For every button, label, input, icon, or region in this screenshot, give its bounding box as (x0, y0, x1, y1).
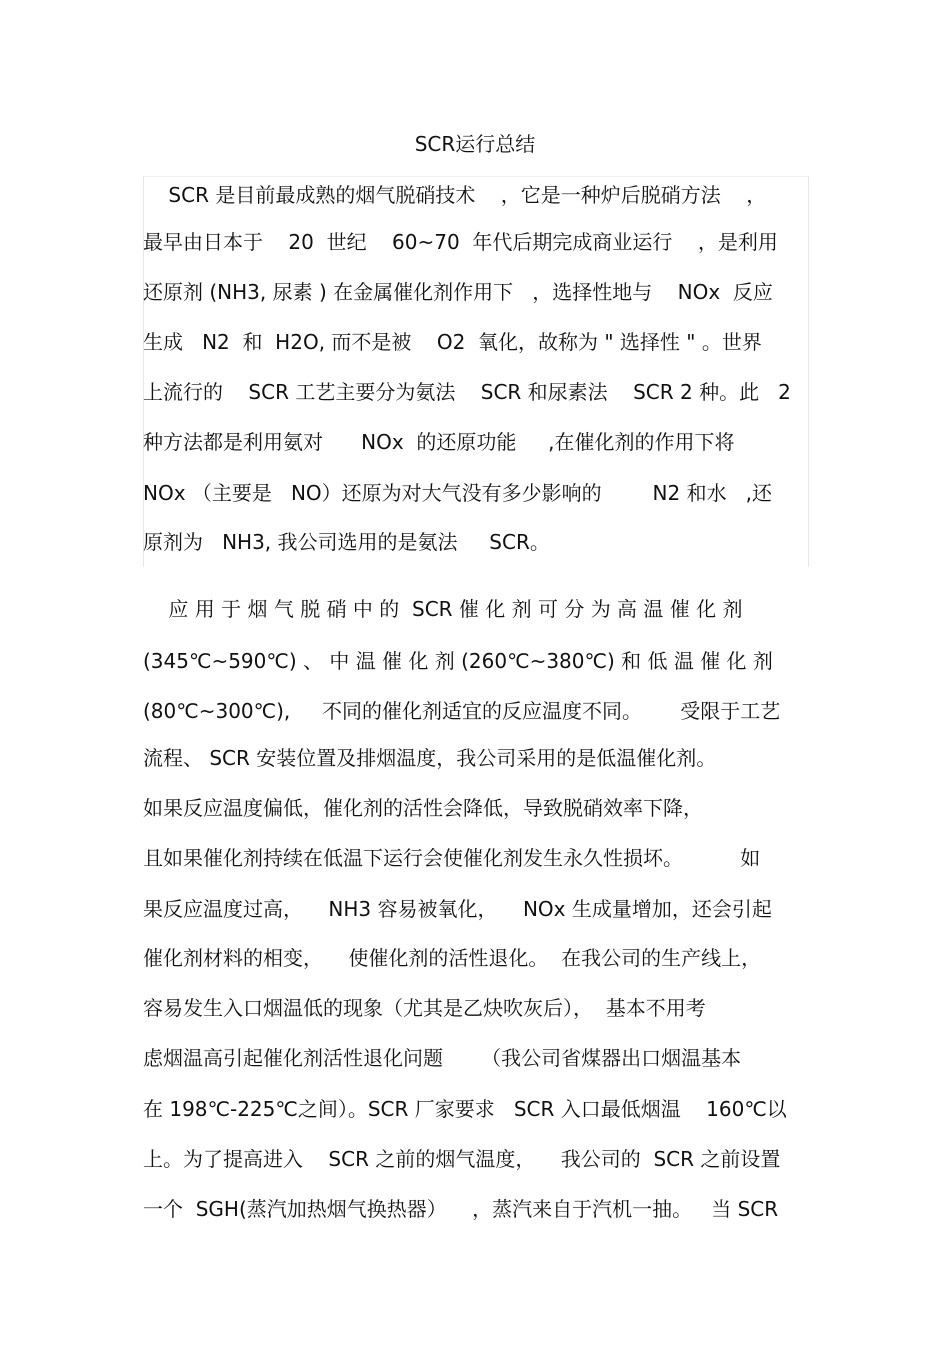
paragraph-1-line: 还原剂 (NH3, 尿素 ) 在金属催化剂作用下 ，选择性地与 NOx 反应 (143, 280, 773, 304)
document-title: SCR运行总结 (414, 132, 536, 156)
paragraph-2-line: 容易发生入口烟温低的现象（尤其是乙炔吹灰后）， 基本不用考 (143, 996, 706, 1020)
paragraph-2-line: 催化剂材料的相变， 使催化剂的活性退化。 在我公司的生产线上， (143, 946, 762, 970)
paragraph-2-line: (345℃~590℃) 、 中 温 催 化 剂 (260℃~380℃) 和 低 温 催 化 剂 (143, 649, 773, 673)
paragraph-2-line: 果反应温度过高， NH3 容易被氧化， NOx 生成量增加，还会引起 (143, 897, 772, 921)
paragraph-1-line: 上流行的 SCR 工艺主要分为氨法 SCR 和尿素法 SCR 2 种。此 2 (143, 380, 791, 404)
paragraph-2-line: 上。为了提高进入 SCR 之前的烟气温度， 我公司的 SCR 之前设置 (143, 1147, 781, 1171)
paragraph-2-line: (80℃~300℃), 不同的催化剂适宜的反应温度不同。 受限于工艺 (143, 699, 781, 723)
paragraph-1-line: SCR 是目前最成熟的烟气脱硝技术 ，它是一种炉后脱硝方法 ， (143, 183, 767, 207)
paragraph-1-line: 种方法都是利用氨对 NOx 的还原功能 ,在催化剂的作用下将 (143, 430, 735, 454)
paragraph-1-line: 最早由日本于 20 世纪 60~70 年代后期完成商业运行 ，是利用 (143, 230, 778, 254)
paragraph-1-line: 生成 N2 和 H2O, 而不是被 O2 氧化，故称为 " 选择性 " 。世界 (143, 330, 762, 354)
paragraph-2-line: 一个 SGH(蒸汽加热烟气换热器） ，蒸汽来自于汽机一抽。 当 SCR (143, 1197, 779, 1221)
paragraph-2-line: 应 用 于 烟 气 脱 硝 中 的 SCR 催 化 剂 可 分 为 高 温 催 化 剂 (143, 597, 743, 621)
paragraph-2-line: 在 198℃-225℃之间）。SCR 厂家要求 SCR 入口最低烟温 160℃以 (143, 1097, 787, 1121)
paragraph-2-line: 虑烟温高引起催化剂活性退化问题 （我公司省煤器出口烟温基本 (143, 1046, 742, 1070)
paragraph-2-line: 如果反应温度偏低，催化剂的活性会降低，导致脱硝效率下降， (143, 796, 703, 820)
paragraph-1-line: NOx （主要是 NO）还原为对大气没有多少影响的 N2 和水 ,还 (143, 481, 773, 505)
paragraph-1-line: 原剂为 NH3, 我公司选用的是氨法 SCR。 (143, 530, 550, 554)
paragraph-2-line: 流程、 SCR 安装位置及排烟温度，我公司采用的是低温催化剂。 (143, 746, 717, 770)
paragraph-2-line: 且如果催化剂持续在低温下运行会使催化剂发生永久性损坏。 如 (143, 846, 761, 870)
